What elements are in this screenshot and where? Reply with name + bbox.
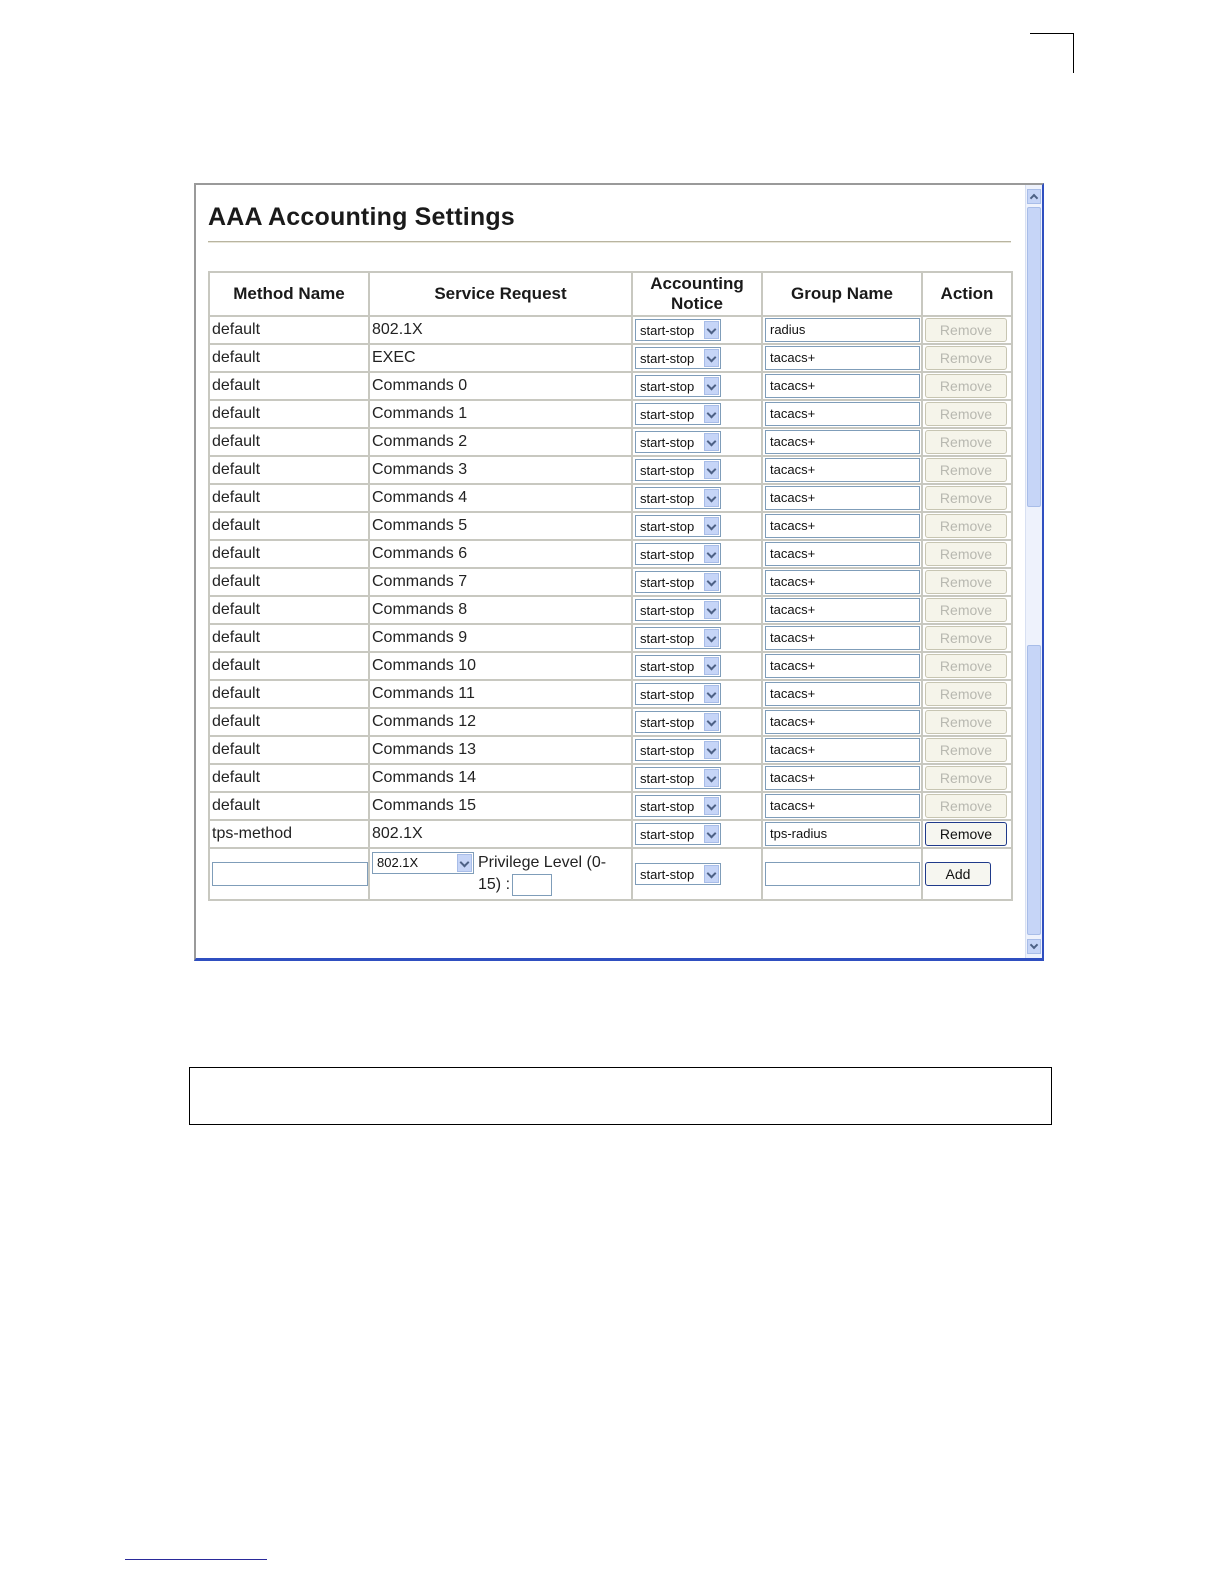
method-name: default	[212, 405, 261, 422]
remove-button[interactable]: Remove	[925, 430, 1007, 454]
group-name-cell	[762, 344, 922, 372]
remove-button[interactable]: Remove	[925, 318, 1007, 342]
privilege-level-label	[478, 852, 614, 896]
method-name-cell	[209, 792, 369, 820]
remove-button[interactable]: Remove	[925, 542, 1007, 566]
service-request-cell	[369, 428, 632, 456]
caption-box	[189, 1067, 1052, 1125]
action-cell	[922, 652, 1012, 680]
accounting-notice-value: start-stop	[640, 630, 695, 646]
method-name-cell	[209, 596, 369, 624]
group-name-cell	[762, 568, 922, 596]
new-service-request-select[interactable]	[372, 852, 474, 874]
remove-button[interactable]: Remove	[925, 822, 1007, 846]
add-group-cell	[762, 848, 922, 900]
group-name-input[interactable]: tacacs+	[765, 458, 920, 482]
table-row	[209, 344, 1012, 372]
chevron-down-icon	[704, 797, 719, 815]
group-name-input[interactable]: tacacs+	[765, 346, 920, 370]
table-row	[209, 456, 1012, 484]
add-service-cell	[369, 848, 632, 900]
chevron-down-icon	[704, 349, 719, 367]
header-accounting-notice	[632, 272, 762, 316]
service-request: Commands 1	[372, 405, 468, 422]
service-request: Commands 0	[372, 377, 468, 394]
accounting-notice-select[interactable]	[635, 487, 721, 509]
accounting-notice-value: start-stop	[640, 462, 695, 478]
accounting-notice-select[interactable]	[635, 319, 721, 341]
action-cell	[922, 568, 1012, 596]
method-name: default	[212, 489, 261, 506]
remove-button[interactable]: Remove	[925, 486, 1007, 510]
service-request: Commands 15	[372, 797, 477, 814]
accounting-notice-value: start-stop	[640, 406, 695, 422]
browser-window	[194, 183, 1044, 961]
accounting-notice-select[interactable]	[635, 655, 721, 677]
group-name-input[interactable]: tacacs+	[765, 374, 920, 398]
method-name: default	[212, 685, 261, 702]
action-cell	[922, 540, 1012, 568]
service-request-cell	[369, 708, 632, 736]
group-name-cell	[762, 316, 922, 344]
remove-button[interactable]: Remove	[925, 346, 1007, 370]
action-cell	[922, 736, 1012, 764]
method-name-cell	[209, 652, 369, 680]
method-name-cell	[209, 344, 369, 372]
method-name-cell	[209, 316, 369, 344]
chevron-down-icon	[704, 713, 719, 731]
chevron-down-icon	[704, 489, 719, 507]
service-request: Commands 9	[372, 629, 468, 646]
service-request-cell	[369, 624, 632, 652]
accounting-notice-select[interactable]	[635, 431, 721, 453]
accounting-notice-cell	[632, 736, 762, 764]
method-name: default	[212, 629, 261, 646]
group-name-input[interactable]: tacacs+	[765, 794, 920, 818]
accounting-notice-select[interactable]	[635, 599, 721, 621]
group-name-input[interactable]: tacacs+	[765, 682, 920, 706]
action-cell	[922, 820, 1012, 848]
service-request-cell	[369, 820, 632, 848]
service-request-cell	[369, 400, 632, 428]
service-request: Commands 11	[372, 685, 475, 702]
title-divider	[208, 241, 1011, 243]
privilege-level-input[interactable]	[512, 874, 552, 896]
service-request: Commands 4	[372, 489, 468, 506]
service-request-cell	[369, 484, 632, 512]
group-name-cell	[762, 792, 922, 820]
group-name-cell	[762, 400, 922, 428]
header-group-name: Group Name	[762, 272, 922, 316]
accounting-notice-value: start-stop	[640, 350, 695, 366]
accounting-notice-value: start-stop	[640, 686, 695, 702]
chevron-down-icon	[704, 629, 719, 647]
add-method-cell	[209, 848, 369, 900]
header-service-request: Service Request	[369, 272, 632, 316]
service-request: Commands 5	[372, 517, 468, 534]
action-cell	[922, 456, 1012, 484]
service-request: Commands 12	[372, 713, 477, 730]
add-action-cell	[922, 848, 1012, 900]
chevron-down-icon	[704, 377, 719, 395]
action-cell	[922, 400, 1012, 428]
chevron-down-icon	[704, 433, 719, 451]
accounting-notice-select[interactable]	[635, 375, 721, 397]
group-name-cell	[762, 428, 922, 456]
chevron-down-icon	[704, 601, 719, 619]
chevron-down-icon	[704, 321, 719, 339]
accounting-notice-cell	[632, 820, 762, 848]
table-row	[209, 680, 1012, 708]
new-method-name-input[interactable]	[212, 862, 368, 886]
header-action: Action	[922, 272, 1012, 316]
chevron-down-icon	[704, 573, 719, 591]
method-name-cell	[209, 400, 369, 428]
scrollbar-thumb-lower[interactable]	[1027, 645, 1041, 935]
accounting-notice-value: start-stop	[640, 798, 695, 814]
new-accounting-notice-select[interactable]	[635, 863, 721, 885]
method-name-cell	[209, 820, 369, 848]
table-row	[209, 568, 1012, 596]
remove-button[interactable]: Remove	[925, 766, 1007, 790]
add-notice-cell	[632, 848, 762, 900]
method-name-cell	[209, 736, 369, 764]
accounting-notice-cell	[632, 456, 762, 484]
chevron-down-icon	[704, 517, 719, 535]
group-name-cell	[762, 512, 922, 540]
accounting-notice-select[interactable]	[635, 515, 721, 537]
accounting-notice-select[interactable]	[635, 795, 721, 817]
table-row	[209, 428, 1012, 456]
service-request-cell	[369, 596, 632, 624]
remove-button[interactable]: Remove	[925, 374, 1007, 398]
accounting-notice-select[interactable]	[635, 459, 721, 481]
group-name-input[interactable]: tacacs+	[765, 710, 920, 734]
group-name-cell	[762, 680, 922, 708]
action-cell	[922, 344, 1012, 372]
group-name-input[interactable]: tacacs+	[765, 402, 920, 426]
accounting-notice-cell	[632, 708, 762, 736]
accounting-notice-value: start-stop	[640, 658, 695, 674]
accounting-notice-select[interactable]	[635, 767, 721, 789]
method-name: default	[212, 713, 261, 730]
method-name-cell	[209, 484, 369, 512]
service-request: 802.1X	[372, 321, 423, 338]
accounting-notice-select[interactable]	[635, 823, 721, 845]
method-name: default	[212, 433, 261, 450]
service-request-cell	[369, 680, 632, 708]
accounting-notice-value: start-stop	[640, 434, 695, 450]
group-name-input[interactable]: tps-radius	[765, 822, 920, 846]
method-name: default	[212, 377, 261, 394]
service-request: Commands 2	[372, 433, 468, 450]
method-name-cell	[209, 540, 369, 568]
accounting-notice-cell	[632, 596, 762, 624]
service-request: Commands 3	[372, 461, 468, 478]
method-name: default	[212, 657, 261, 674]
action-cell	[922, 708, 1012, 736]
scrollbar-thumb[interactable]	[1027, 207, 1041, 507]
service-request-cell	[369, 540, 632, 568]
accounting-notice-select[interactable]	[635, 711, 721, 733]
method-name: default	[212, 349, 261, 366]
group-name-cell	[762, 456, 922, 484]
new-group-name-input[interactable]	[765, 862, 920, 886]
table-row	[209, 316, 1012, 344]
header-method-name: Method Name	[209, 272, 369, 316]
table-row	[209, 596, 1012, 624]
method-name: default	[212, 321, 261, 338]
table-row	[209, 792, 1012, 820]
new-accounting-notice-value: start-stop	[640, 866, 695, 882]
table-row	[209, 736, 1012, 764]
group-name-input[interactable]: radius	[765, 318, 920, 342]
service-privilege-group	[372, 852, 629, 896]
method-name: default	[212, 461, 261, 478]
group-name-cell	[762, 764, 922, 792]
accounting-notice-value: start-stop	[640, 742, 695, 758]
method-name-cell	[209, 372, 369, 400]
accounting-notice-select[interactable]	[635, 403, 721, 425]
method-name-cell	[209, 764, 369, 792]
service-request: Commands 6	[372, 545, 468, 562]
method-name-cell	[209, 708, 369, 736]
accounting-notice-cell	[632, 400, 762, 428]
chevron-down-icon	[457, 854, 472, 872]
accounting-notice-value: start-stop	[640, 602, 695, 618]
accounting-notice-cell	[632, 792, 762, 820]
table-row	[209, 512, 1012, 540]
group-name-input[interactable]: tacacs+	[765, 430, 920, 454]
accounting-notice-value: start-stop	[640, 378, 695, 394]
service-request: Commands 13	[372, 741, 477, 758]
accounting-notice-value: start-stop	[640, 714, 695, 730]
accounting-notice-cell	[632, 316, 762, 344]
group-name-cell	[762, 652, 922, 680]
service-request-cell	[369, 316, 632, 344]
service-request-cell	[369, 764, 632, 792]
scroll-down-arrow-icon[interactable]	[1027, 939, 1041, 954]
group-name-cell	[762, 372, 922, 400]
table-body	[209, 316, 1012, 848]
accounting-notice-cell	[632, 372, 762, 400]
group-name-cell	[762, 484, 922, 512]
service-request: EXEC	[372, 349, 416, 366]
method-name: default	[212, 769, 261, 786]
method-name-cell	[209, 512, 369, 540]
chevron-down-icon	[704, 685, 719, 703]
accounting-notice-value: start-stop	[640, 770, 695, 786]
page-title: AAA Accounting Settings	[208, 203, 515, 231]
remove-button[interactable]: Remove	[925, 682, 1007, 706]
service-request-cell	[369, 792, 632, 820]
group-name-cell	[762, 708, 922, 736]
method-name: tps-method	[212, 825, 293, 842]
accounting-notice-cell	[632, 484, 762, 512]
method-name-cell	[209, 568, 369, 596]
action-cell	[922, 680, 1012, 708]
action-cell	[922, 484, 1012, 512]
remove-button[interactable]: Remove	[925, 598, 1007, 622]
method-name: default	[212, 797, 261, 814]
table-row	[209, 764, 1012, 792]
page-corner-mark	[1030, 33, 1074, 73]
chevron-down-icon	[704, 865, 719, 883]
group-name-input[interactable]: tacacs+	[765, 570, 920, 594]
accounting-notice-select[interactable]	[635, 347, 721, 369]
service-request-cell	[369, 568, 632, 596]
accounting-notice-select[interactable]	[635, 543, 721, 565]
action-cell	[922, 764, 1012, 792]
table-row	[209, 400, 1012, 428]
new-service-request-value: 802.1X	[377, 855, 419, 871]
action-cell	[922, 316, 1012, 344]
action-cell	[922, 372, 1012, 400]
group-name-input[interactable]: tacacs+	[765, 626, 920, 650]
accounting-notice-value: start-stop	[640, 826, 695, 842]
accounting-notice-cell	[632, 344, 762, 372]
privilege-level-text: Privilege Level (0-15) :	[478, 853, 607, 894]
accounting-notice-select[interactable]	[635, 627, 721, 649]
accounting-notice-value: start-stop	[640, 574, 695, 590]
method-name-cell	[209, 680, 369, 708]
method-name: default	[212, 601, 261, 618]
remove-button[interactable]: Remove	[925, 654, 1007, 678]
chevron-down-icon	[704, 545, 719, 563]
scroll-up-arrow-icon[interactable]	[1027, 189, 1041, 204]
add-method-row	[209, 848, 1012, 900]
method-name: default	[212, 741, 261, 758]
table-row	[209, 624, 1012, 652]
action-cell	[922, 792, 1012, 820]
chevron-down-icon	[704, 405, 719, 423]
header-accounting-notice-line2: Notice	[671, 294, 723, 313]
remove-button[interactable]: Remove	[925, 626, 1007, 650]
accounting-table	[208, 271, 1013, 901]
service-request-cell	[369, 736, 632, 764]
accounting-notice-value: start-stop	[640, 322, 695, 338]
remove-button[interactable]: Remove	[925, 738, 1007, 762]
action-cell	[922, 624, 1012, 652]
group-name-input[interactable]: tacacs+	[765, 766, 920, 790]
table-row	[209, 652, 1012, 680]
service-request: Commands 7	[372, 573, 468, 590]
vertical-scrollbar[interactable]	[1025, 185, 1042, 958]
method-name: default	[212, 517, 261, 534]
group-name-input[interactable]: tacacs+	[765, 654, 920, 678]
group-name-cell	[762, 596, 922, 624]
group-name-cell	[762, 736, 922, 764]
accounting-notice-value: start-stop	[640, 518, 695, 534]
accounting-notice-value: start-stop	[640, 490, 695, 506]
accounting-notice-value: start-stop	[640, 546, 695, 562]
method-name: default	[212, 545, 261, 562]
remove-button[interactable]: Remove	[925, 710, 1007, 734]
chevron-down-icon	[704, 769, 719, 787]
action-cell	[922, 512, 1012, 540]
group-name-cell	[762, 540, 922, 568]
remove-button[interactable]: Remove	[925, 570, 1007, 594]
service-request: Commands 14	[372, 769, 477, 786]
accounting-notice-select[interactable]	[635, 683, 721, 705]
accounting-notice-cell	[632, 568, 762, 596]
action-cell	[922, 428, 1012, 456]
service-request: Commands 8	[372, 601, 468, 618]
remove-button[interactable]: Remove	[925, 458, 1007, 482]
page-content	[208, 185, 1011, 958]
chevron-down-icon	[704, 657, 719, 675]
group-name-cell	[762, 820, 922, 848]
service-request-cell	[369, 344, 632, 372]
service-request-cell	[369, 372, 632, 400]
remove-button[interactable]: Remove	[925, 794, 1007, 818]
service-request-cell	[369, 512, 632, 540]
chevron-down-icon	[704, 825, 719, 843]
remove-button[interactable]: Remove	[925, 402, 1007, 426]
footer-rule	[125, 1559, 267, 1560]
service-request-cell	[369, 456, 632, 484]
add-button[interactable]: Add	[925, 862, 991, 886]
group-name-input[interactable]: tacacs+	[765, 514, 920, 538]
accounting-notice-select[interactable]	[635, 739, 721, 761]
service-request-cell	[369, 652, 632, 680]
accounting-notice-cell	[632, 540, 762, 568]
accounting-notice-cell	[632, 680, 762, 708]
accounting-notice-cell	[632, 624, 762, 652]
method-name-cell	[209, 624, 369, 652]
method-name-cell	[209, 428, 369, 456]
accounting-notice-select[interactable]	[635, 571, 721, 593]
table-row	[209, 372, 1012, 400]
group-name-input[interactable]: tacacs+	[765, 738, 920, 762]
accounting-notice-cell	[632, 512, 762, 540]
action-cell	[922, 596, 1012, 624]
group-name-input[interactable]: tacacs+	[765, 542, 920, 566]
table-row	[209, 820, 1012, 848]
table-header-row	[209, 272, 1012, 316]
method-name-cell	[209, 456, 369, 484]
chevron-down-icon	[704, 461, 719, 479]
group-name-input[interactable]: tacacs+	[765, 598, 920, 622]
table-row	[209, 540, 1012, 568]
remove-button[interactable]: Remove	[925, 514, 1007, 538]
table-row	[209, 708, 1012, 736]
accounting-notice-cell	[632, 652, 762, 680]
chevron-down-icon	[704, 741, 719, 759]
group-name-input[interactable]: tacacs+	[765, 486, 920, 510]
accounting-notice-cell	[632, 764, 762, 792]
service-request: 802.1X	[372, 825, 423, 842]
accounting-notice-cell	[632, 428, 762, 456]
header-accounting-notice-line1: Accounting	[650, 274, 744, 293]
service-request: Commands 10	[372, 657, 477, 674]
method-name: default	[212, 573, 261, 590]
table-row	[209, 484, 1012, 512]
group-name-cell	[762, 624, 922, 652]
